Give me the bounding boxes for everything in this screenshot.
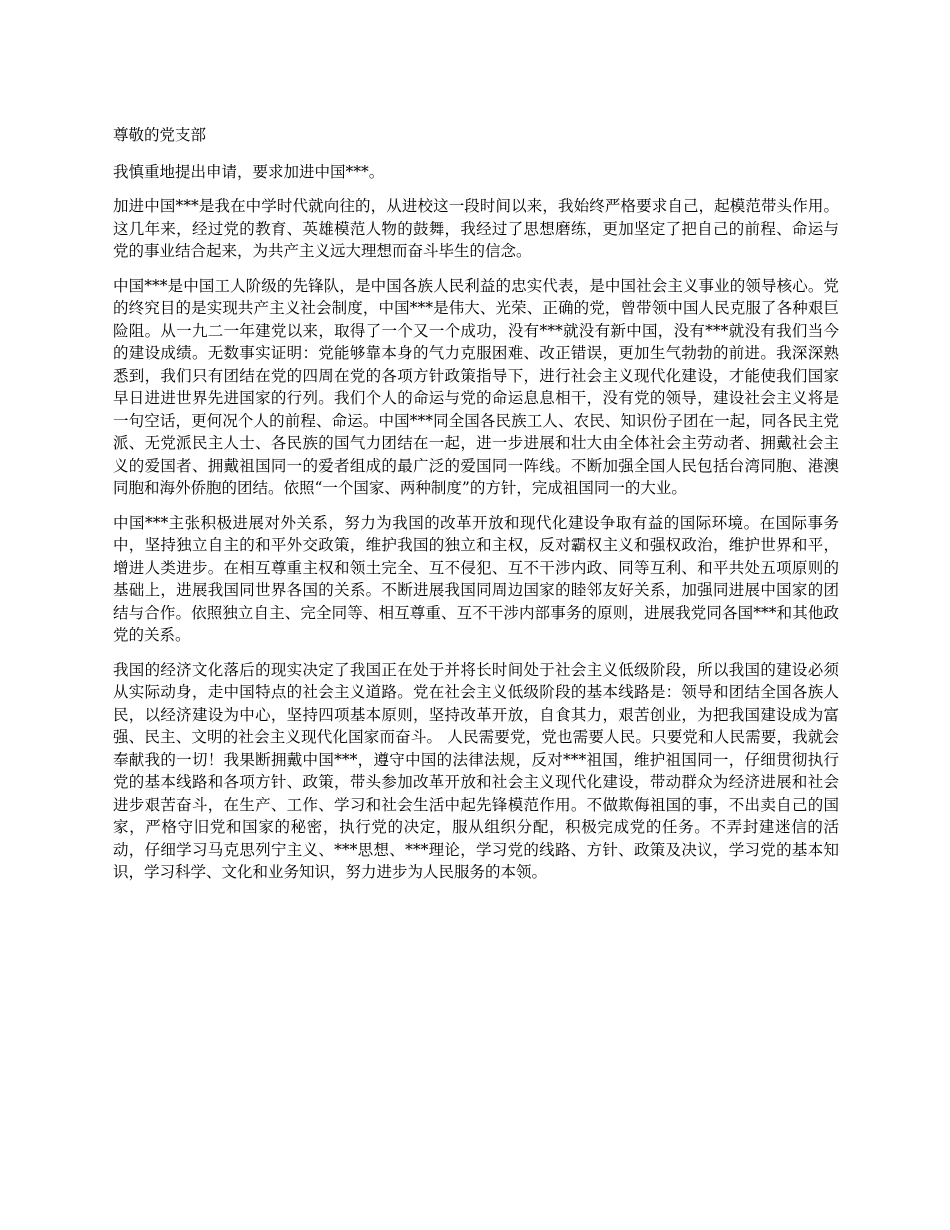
paragraph-party-nature: 中国***是中国工人阶级的先锋队，是中国各族人民利益的忠实代表，是中国社会主义事业的领导核心。党的终究目的是实现共产主义社会制度，中国***是伟大、光荣、正确的党，曾带领中国人民克服了各种艰巨险阻。从一九二一年建党以来，取得了一个又一个成功，没有***就没有新中国，没有***就没有我们当今的建设成绩。无数事实证明：党能够靠本身的气力克服困难、改正错误，更加生气勃勃的前进。我深深熟悉到，我们只有团结在党的四周在党的各项方针政策指导下，进行社会主义现代化建设，才能使我们国家早日进进世界先进国家的行列。我们个人的命运与党的命运息息相干，没有党的领导，建设社会主义将是一句空话，更何况个人的前程、命运。中国***同全国各民族工人、农民、知识份子团在一起，同各民主党派、无党派民主人士、各民族的国气力团结在一起，进一步进展和壮大由全体社会主劳动者、拥戴社会主义的爱国者、拥戴祖国同一的爱者组成的最广泛的爱国同一阵线。不断加强全国人民包括台湾同胞、港澳同胞和海外侨胞的团结。依照“一个国家、两种制度”的方针，完成祖国同一的大业。 [113, 276, 839, 497]
paragraph-commitment: 我国的经济文化落后的现实决定了我国正在处于并将长时间处于社会主义低级阶段，所以我国的建设必须从实际动身，走中国特点的社会主义道路。党在社会主义低级阶段的基本线路是：领导和团结全国各族人民，以经济建设为中心，坚持四项基本原则，坚持改革开放，自食其力，艰苦创业，为把我国建设成为富强、民主、文明的社会主义现代化国家而奋斗。 人民需要党，党也需要人民。只要党和人民需要，我就会奉献我的一切！我果断拥戴中国***，遵守中国的法律法规，反对***祖国，维护祖国同一，仔细贯彻执行党的基本线路和各项方针、政策，带头参加改革开放和社会主义现代化建设，带动群众为经济进展和社会进步艰苦奋斗，在生产、工作、学习和社会生活中起先锋模范作用。不做欺侮祖国的事，不出卖自己的国家，严格守旧党和国家的秘密，执行党的决定，服从组织分配，积极完成党的任务。不弄封建迷信的活动，仔细学习马克思列宁主义、***思想、***理论，学习党的线路、方针、政策及决议，学习党的基本知识，学习科学、文化和业务知识，努力进步为人民服务的本领。 [113, 660, 839, 881]
document-body [113, 124, 839, 896]
paragraph-application: 我慎重地提出申请，要求加进中国***。 [113, 162, 385, 181]
salutation: 尊敬的党支部 [113, 126, 207, 144]
paragraph-motivation: 加进中国***是我在中学时代就向往的，从进校这一段时间以来，我始终严格要求自己，起模范带头作用。这几年来，经过党的教育、英雄模范人物的鼓舞，我经过了思想磨练，更加坚定了把自己的前程、命运与党的事业结合起来，为共产主义远大理想而奋斗毕生的信念。 [113, 197, 839, 260]
paragraph-foreign-relations: 中国***主张积极进展对外关系，努力为我国的改革开放和现代化建设争取有益的国际环境。在国际事务中，坚持独立自主的和平外交政策，维护我国的独立和主权，反对霸权主义和强权政治，维护世界和平，增进人类进步。在相互尊重主权和领土完全、互不侵犯、互不干涉内政、同等互利、和平共处五项原则的基础上，进展我国同世界各国的关系。不断进展我国同周边国家的睦邻友好关系，加强同进展中国家的团结与合作。依照独立自主、完全同等、相互尊重、互不干涉内部事务的原则，进展我党同各国***和其他政党的关系。 [113, 513, 839, 644]
